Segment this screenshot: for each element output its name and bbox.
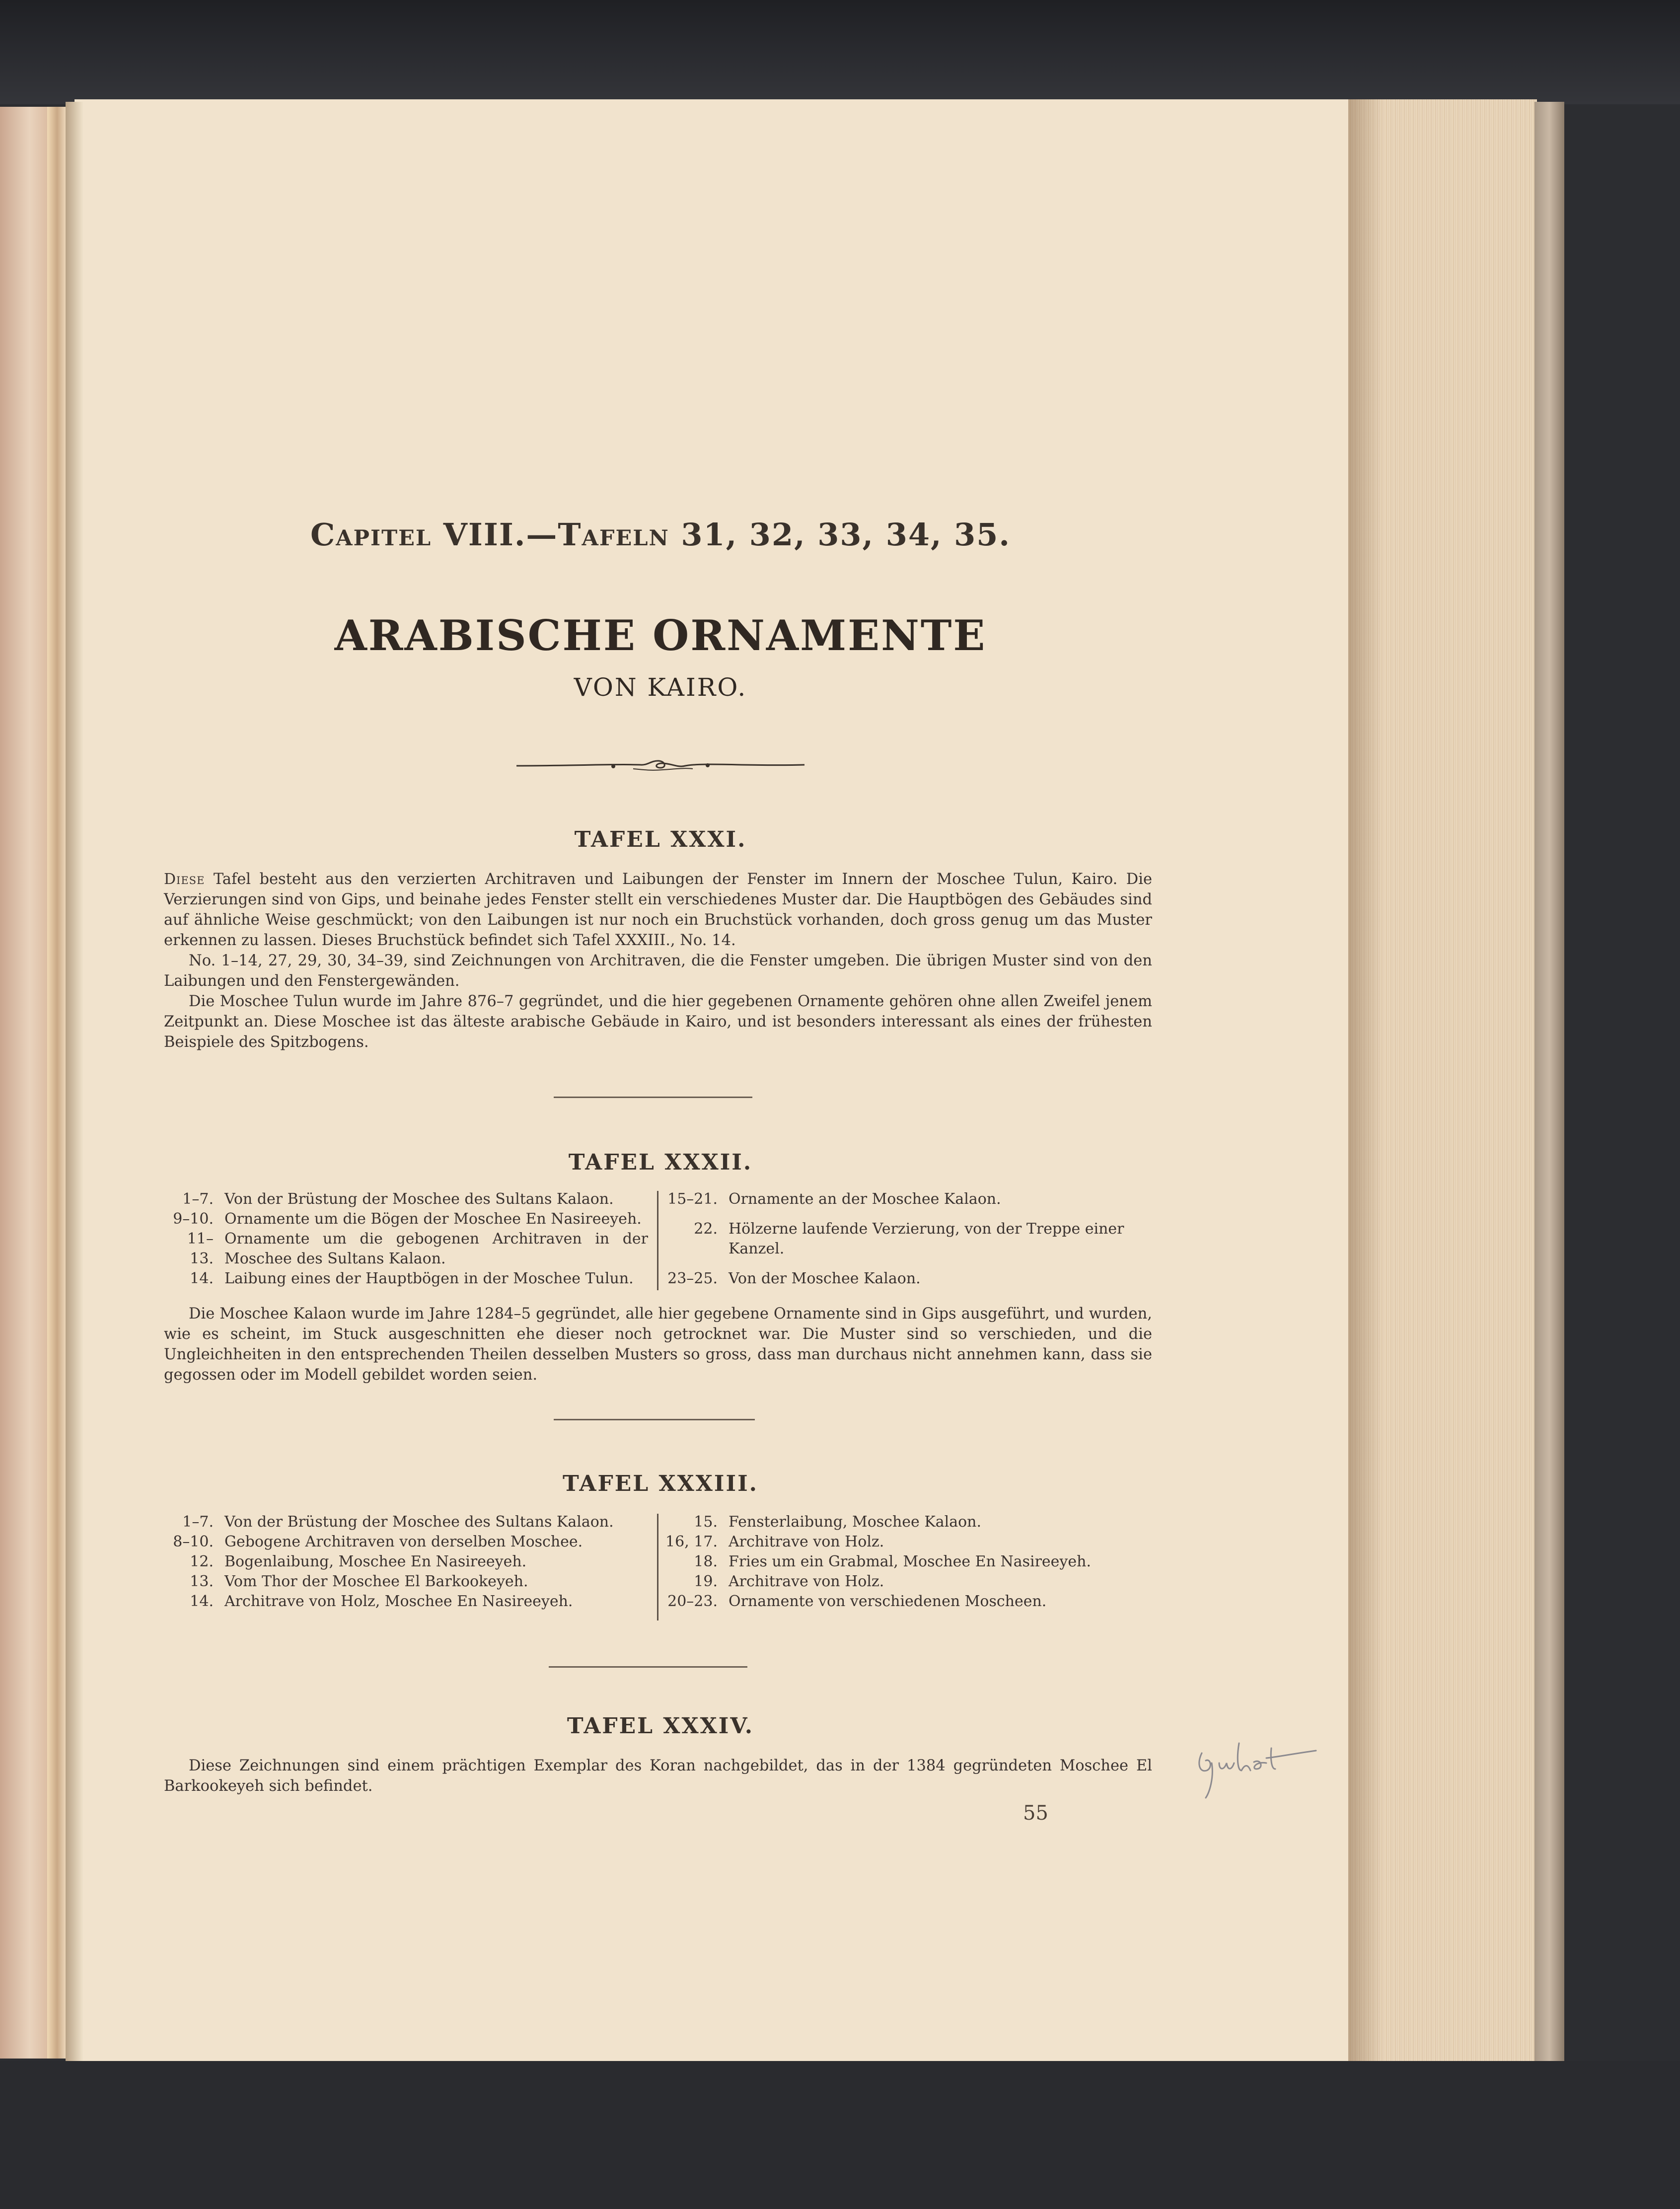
item-text: Hölzerne laufende Verzierung, von der Treppe einer Kanzel.	[729, 1220, 1124, 1257]
item-text: Ornamente an der Moschee Kalaon.	[729, 1190, 1001, 1208]
item-number: 14.	[190, 1593, 214, 1610]
item-text: Architrave von Holz, Moschee En Nasireeyeh.	[224, 1593, 573, 1610]
chapter-label: Capitel	[310, 516, 432, 553]
item-text: Ornamente um die gebogenen Architraven in der Moschee des Sultans Kalaon.	[224, 1230, 648, 1267]
chapter-heading	[156, 516, 1165, 553]
item-number: 16, 17.	[665, 1533, 718, 1550]
page-subtitle: VON KAIRO.	[574, 673, 747, 702]
tafel-31-paragraph-2: No. 1–14, 27, 29, 30, 34–39, sind Zeichnungen von Architraven, die die Fenster umgeben. Die übrigen Muster sind von den Laibungen und den Fenstergewänden.	[164, 952, 1152, 990]
list-item	[660, 1512, 1152, 1532]
handwritten-margin-note	[1192, 1723, 1321, 1813]
item-number: 19.	[694, 1573, 718, 1590]
item-text: Von der Brüstung der Moschee des Sultans Kalaon.	[224, 1190, 614, 1208]
list-item	[164, 1269, 648, 1289]
background-bottom	[0, 2061, 1680, 2209]
list-item	[660, 1532, 1152, 1552]
item-text: Von der Moschee Kalaon.	[729, 1270, 921, 1287]
tafel-32-paragraph: Die Moschee Kalaon wurde im Jahre 1284–5 gegründet, alle hier gegebene Ornamente sind in Gips ausgeführt, und wurden, wie es scheint, im Stuck ausgeschnitten ehe dieser noch getrocknet war. Die Muster sind so verschieden, und die Ungleichheiten in den entsprechenden Theilen desselben Musters so gross, dass man durchaus nicht annehmen kann, dass sie gegossen oder im Modell gebildet worden seien.	[164, 1305, 1152, 1384]
page-title: ARABISCHE ORNAMENTE	[334, 611, 987, 660]
tafel-33-heading: TAFEL XXXIII.	[563, 1471, 758, 1496]
item-number: 8–10.	[173, 1533, 214, 1550]
item-text: Ornamente von verschiedenen Moscheen.	[729, 1593, 1047, 1610]
item-text: Architrave von Holz.	[729, 1573, 884, 1590]
divider-rule	[549, 1666, 747, 1668]
list-item	[660, 1572, 1152, 1592]
tafeln-numbers: 31, 32, 33, 34, 35.	[681, 516, 1011, 553]
list-item	[660, 1219, 1152, 1259]
item-text: Gebogene Architraven von derselben Moschee.	[224, 1533, 583, 1550]
tafeln-label: Tafeln	[558, 516, 669, 553]
list-item	[164, 1209, 648, 1229]
list-item	[164, 1532, 648, 1552]
tafel-32-right-column	[660, 1189, 1152, 1289]
list-item	[660, 1592, 1152, 1612]
tafel-32-left-column	[164, 1189, 648, 1289]
lead-word: Diese	[164, 871, 205, 888]
left-page-edge	[47, 107, 67, 2059]
item-number: 20–23.	[667, 1593, 718, 1610]
right-page-shadow	[1348, 99, 1383, 2066]
tafel-34-text	[164, 1756, 1152, 1796]
list-item	[164, 1572, 648, 1592]
item-text: Architrave von Holz.	[729, 1533, 884, 1550]
item-number: 1–7.	[182, 1190, 214, 1208]
list-item	[660, 1552, 1152, 1572]
item-text: Laibung eines der Hauptbögen in der Moschee Tulun.	[224, 1270, 634, 1287]
list-item	[164, 1512, 648, 1532]
page-number: 55	[1023, 1802, 1048, 1825]
divider-rule	[554, 1097, 752, 1098]
list-item	[164, 1229, 648, 1269]
item-number: 11–13.	[187, 1230, 214, 1267]
list-item	[164, 1552, 648, 1572]
page-gutter-shadow	[66, 102, 83, 2063]
column-divider	[657, 1191, 658, 1290]
item-text: Ornamente um die Bögen der Moschee En Nasireeyeh.	[224, 1210, 642, 1228]
item-number: 23–25.	[667, 1270, 718, 1287]
tafel-32-text	[164, 1304, 1152, 1385]
flourish-ornament	[514, 750, 807, 780]
item-text: Von der Brüstung der Moschee des Sultans Kalaon.	[224, 1513, 614, 1531]
list-item	[660, 1189, 1152, 1209]
item-number: 18.	[694, 1553, 718, 1570]
item-text: Fensterlaibung, Moschee Kalaon.	[729, 1513, 982, 1531]
list-item	[660, 1269, 1152, 1289]
item-text: Vom Thor der Moschee El Barkookeyeh.	[224, 1573, 528, 1590]
item-number: 1–7.	[182, 1513, 214, 1531]
item-number: 13.	[190, 1573, 214, 1590]
tafel-31-p1-text: Tafel besteht aus den verzierten Architraven und Laibungen der Fenster im Innern der Moschee Tulun, Kairo. Die Verzierungen sind von Gips, und beinahe jedes Fenster stellt ein verschiedenes Muster dar. Die Hauptbögen des Gebäudes sind auf ähnliche Weise geschmückt; von den Laibungen ist nur noch ein Bruchstück vorhanden, doch gross genug um das Muster erkennen zu lassen. Dieses Bruchstück befindet sich Tafel XXXIII., No. 14.	[164, 871, 1152, 949]
book-cover-edge	[1534, 102, 1564, 2063]
chapter-number: VIII.—	[443, 516, 558, 553]
tafel-31-text	[164, 869, 1152, 1052]
item-number: 15–21.	[667, 1190, 718, 1208]
item-number: 15.	[694, 1513, 718, 1531]
tafel-32-heading: TAFEL XXXII.	[568, 1150, 753, 1175]
tafel-33-right-column	[660, 1512, 1152, 1612]
item-text: Bogenlaibung, Moschee En Nasireeyeh.	[224, 1553, 527, 1570]
tafel-33-left-column	[164, 1512, 648, 1612]
item-number: 14.	[190, 1270, 214, 1287]
tafel-31-paragraph-1	[164, 869, 1152, 951]
item-text: Fries um ein Grabmal, Moschee En Nasireeyeh.	[729, 1553, 1091, 1570]
item-number: 9–10.	[173, 1210, 214, 1228]
column-divider	[657, 1514, 658, 1620]
tafel-34-heading: TAFEL XXXIV.	[567, 1713, 754, 1739]
divider-rule	[554, 1419, 755, 1420]
background-top	[0, 0, 1680, 104]
tafel-31-paragraph-3: Die Moschee Tulun wurde im Jahre 876–7 gegründet, und die hier gegebenen Ornamente gehören ohne allen Zweifel jenem Zeitpunkt an. Diese Moschee ist das älteste arabische Gebäude in Kairo, und ist besonders interessant als eines der frühesten Beispiele des Spitzbogens.	[164, 993, 1152, 1051]
list-item	[164, 1189, 648, 1209]
list-item	[164, 1592, 648, 1612]
tafel-34-paragraph: Diese Zeichnungen sind einem prächtigen Exemplar des Koran nachgebildet, das in der 1384 gegründeten Moschee El Barkookeyeh sich befindet.	[164, 1757, 1152, 1795]
item-number: 12.	[190, 1553, 214, 1570]
tafel-31-heading: TAFEL XXXI.	[574, 827, 747, 852]
item-number: 22.	[694, 1220, 718, 1238]
